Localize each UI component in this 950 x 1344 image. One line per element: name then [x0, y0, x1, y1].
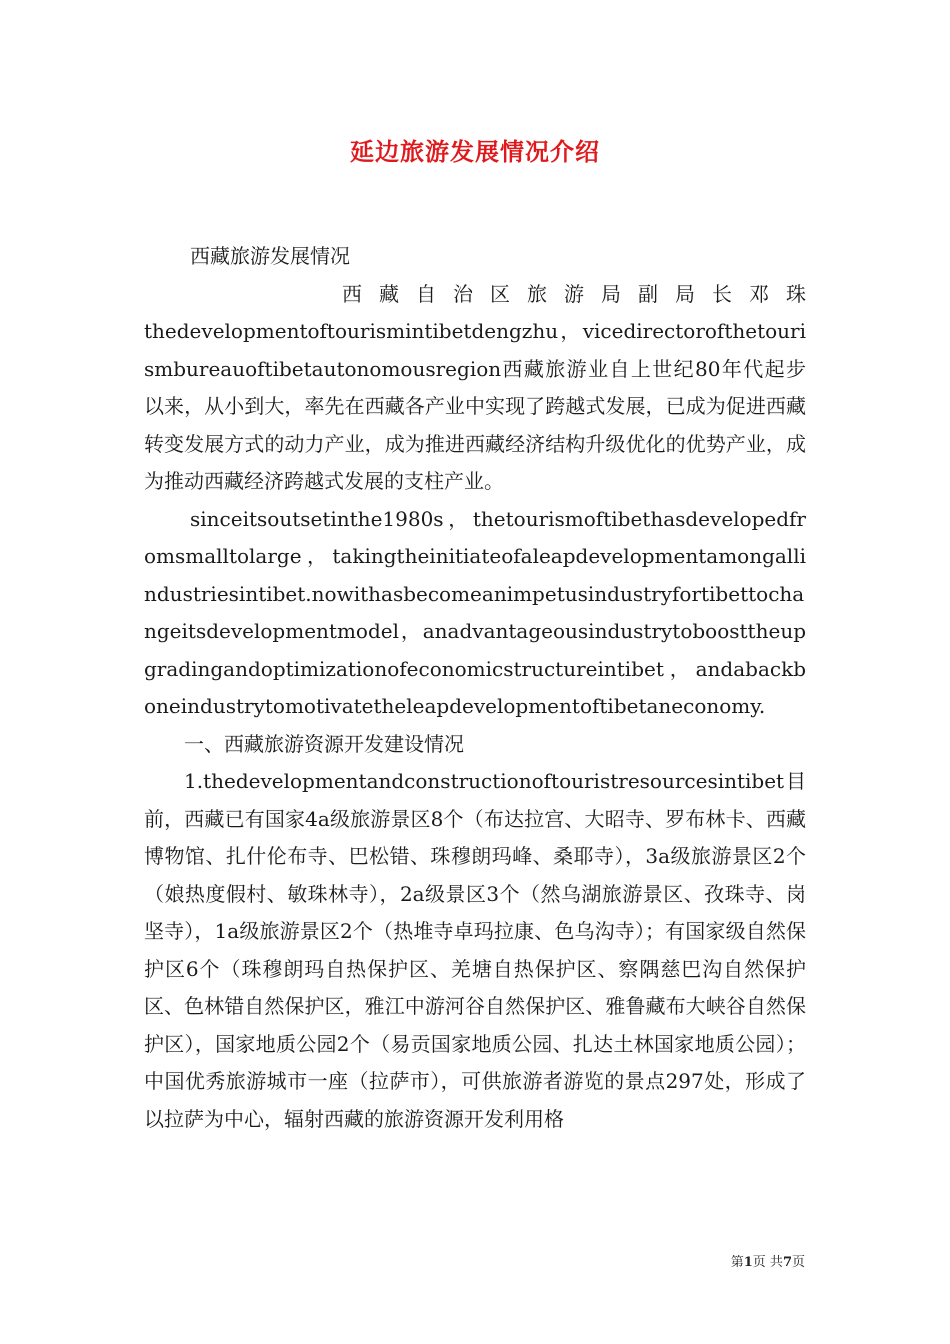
paragraph-english: sinceitsoutsetinthe1980s，thetourismoftibethasdevelopedfromsmalltolarge，takingtheinitiateofaleapdevelopmentamongallindustriesintibet.nowithasbecomeanimpetusindustryfortibettochangeitsdevelopmentmodel，anadvantageousindustrytoboosttheupgradingandoptimizationofeconomicstructureintibet，andabackboneindustrytomotivatetheleapdevelopmentoftibetaneconomy. [144, 506, 806, 718]
author-line: 西藏自治区旅游局副局长邓珠 [342, 281, 823, 306]
footer-middle: 页 共 [752, 1255, 783, 1270]
document-title: 延边旅游发展情况介绍 [350, 137, 600, 166]
footer-total-pages: 7 [782, 1255, 792, 1270]
document-body [144, 238, 823, 1138]
footer-suffix: 页 [791, 1255, 805, 1270]
footer-prefix: 第 [730, 1255, 744, 1270]
page-footer [731, 1251, 805, 1270]
paragraph-resources: 1.thedevelopmentandconstructionoftouristresourcesintibet目前，西藏已有国家4a级旅游景区8个（布达拉宫、大昭寺、罗布林卡、西藏博物馆、扎什伦布寺、巴松错、珠穆朗玛峰、桑耶寺），3a级旅游景区2个（娘热度假村、敏珠林寺），2a级景区3个（然乌湖旅游景区、孜珠寺、岗坚寺），1a级旅游景区2个（热堆寺卓玛拉康、色乌沟寺）；有国家级自然保护区6个（珠穆朗玛自热保护区、羌塘自热保护区、察隅慈巴沟自然保护区、色林错自然保护区，雅江中游河谷自然保护区、雅鲁藏布大峡谷自然保护区），国家地质公园2个（易贡国家地质公园、扎达土林国家地质公园）；中国优秀旅游城市一座（拉萨市），可供旅游者游览的景点297处，形成了以拉萨为中心，辐射西藏的旅游资源开发利用格 [144, 769, 806, 1131]
section-subtitle: 西藏旅游发展情况 [190, 244, 350, 268]
section-heading-1: 一、西藏旅游资源开发建设情况 [184, 731, 464, 756]
footer-page-number: 1 [743, 1255, 753, 1270]
paragraph-intro: thedevelopmentoftourismintibetdengzhu，vicedirectorofthetourismbureauoftibetautonomousregion西藏旅游业自上世纪80年代起步以来，从小到大，率先在西藏各产业中实现了跨越式发展，已成为促进西藏转变发展方式的动力产业，成为推进西藏经济结构升级优化的优势产业，成为推动西藏经济跨越式发展的支柱产业。 [144, 319, 806, 493]
